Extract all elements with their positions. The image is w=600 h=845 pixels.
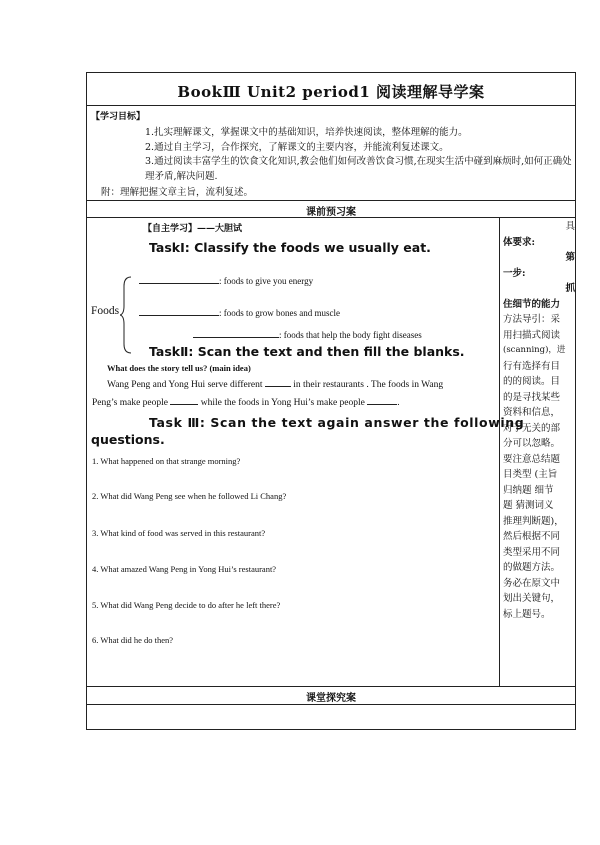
- worksheet-table: [86, 72, 576, 730]
- classify-item: : foods that help the body fight diseases: [279, 330, 422, 340]
- sidebar-line: 要注意总结题: [503, 453, 561, 465]
- answer-blank[interactable]: [193, 328, 279, 338]
- classify-row: [193, 328, 422, 340]
- preview-section-header: 课前预习案: [306, 207, 356, 218]
- sentence-text: while the foods in Yong Hui’s make people: [200, 398, 365, 408]
- self-study-label: 【自主学习】——大胆试: [143, 224, 243, 234]
- sidebar-line: 划出关键句，: [503, 593, 561, 604]
- sidebar-line: 对于无关的部: [503, 422, 561, 434]
- sidebar-line: (scanning)，进: [503, 345, 566, 355]
- sidebar-instructions: [503, 219, 575, 622]
- task3-title-cont: questions.: [91, 432, 165, 447]
- sidebar-line: 具: [565, 221, 575, 232]
- answer-blank[interactable]: [139, 274, 219, 284]
- foods-label: Foods: [91, 305, 120, 317]
- task3-title: Task Ⅲ: Scan the text again answer the following: [149, 415, 525, 430]
- sidebar-line: 推理判断题)，: [503, 515, 564, 527]
- sidebar-line: 一步:: [503, 267, 526, 279]
- classroom-section-header: 课堂探究案: [306, 693, 356, 704]
- sidebar-line: 抓: [565, 283, 575, 294]
- task2-title: TaskⅡ: Scan the text and then fill the blanks.: [149, 344, 465, 359]
- question-item: 1. What happened on that strange morning?: [92, 456, 241, 466]
- objectives-heading: 【学习目标】: [91, 112, 146, 122]
- question-item: 3. What kind of food was served in this restaurant?: [92, 528, 266, 538]
- sidebar-line: 行有选择有目: [503, 360, 561, 372]
- sidebar-line: 的是寻找某些: [503, 391, 561, 403]
- classify-row: [139, 274, 313, 286]
- page-title: BookⅢ Unit2 period1 阅读理解导学案: [177, 83, 485, 101]
- main-idea-question: What does the story tell us? (main idea): [107, 363, 251, 373]
- answer-blank[interactable]: [367, 395, 397, 405]
- sentence-text: Peng’s make people: [92, 398, 168, 408]
- objective-item: 2.通过自主学习，合作探究，了解课文的主要内容，并能流利复述课文。: [145, 142, 449, 153]
- sidebar-line: 类型采用不同: [503, 546, 561, 558]
- objectives-appendix: 附：理解把握文章主旨，流利复述。: [101, 187, 254, 198]
- objective-item: 1.扎实理解课文，掌握课文中的基础知识，培养快速阅读，整体理解的能力。: [145, 127, 468, 138]
- sidebar-line: 归纳题 细节: [503, 484, 554, 496]
- sentence-text: in their restaurants . The foods in Wang: [293, 380, 444, 390]
- classify-item: : foods to grow bones and muscle: [219, 308, 340, 318]
- objective-item: 3.通过阅读丰富学生的饮食文化知识,教会他们如何改善饮食习惯,在现实生活中碰到麻烦时,如何正确处理矛盾,解决问题.: [145, 156, 572, 182]
- question-item: 6. What did he do then?: [92, 635, 174, 645]
- classify-row: [139, 306, 340, 318]
- sentence-text: .: [397, 398, 400, 408]
- sidebar-line: 目类型 (主旨: [503, 469, 558, 480]
- sidebar-line: 的做题方法。: [503, 562, 561, 573]
- fill-blank-paragraph: [92, 395, 482, 412]
- divider: [87, 200, 575, 201]
- divider: [87, 704, 575, 705]
- sidebar-line: 用扫描式阅读: [503, 329, 561, 341]
- divider: [87, 217, 575, 218]
- sidebar-line: 分可以忽略。: [503, 438, 561, 449]
- divider: [87, 105, 575, 106]
- sidebar-line: 住细节的能力: [503, 298, 561, 310]
- answer-blank[interactable]: [170, 395, 198, 405]
- sidebar-line: 体要求:: [503, 236, 536, 248]
- question-item: 2. What did Wang Peng see when he followed Li Chang?: [92, 491, 287, 501]
- sidebar-line: 标上题号。: [503, 608, 551, 620]
- question-item: 4. What amazed Wang Peng in Yong Hui’s restaurant?: [92, 564, 277, 574]
- sidebar-line: 题 猜测词义: [503, 500, 554, 511]
- task1-title: TaskⅠ: Classify the foods we usually eat.: [149, 240, 431, 255]
- divider: [87, 686, 575, 687]
- question-item: 5. What did Wang Peng decide to do after he left there?: [92, 600, 281, 610]
- brace-icon: [120, 276, 132, 354]
- answer-blank[interactable]: [139, 306, 219, 316]
- classify-item: : foods to give you energy: [219, 276, 314, 286]
- sidebar-line: 然后根据不同: [503, 531, 561, 542]
- column-divider: [499, 217, 500, 686]
- sidebar-line: 的的阅读。目: [503, 376, 561, 387]
- fill-blank-paragraph: [107, 377, 497, 394]
- sidebar-line: 第: [565, 252, 575, 263]
- answer-blank[interactable]: [265, 377, 291, 387]
- sidebar-line: 资料和信息，: [503, 407, 561, 418]
- sidebar-line: 务必在原文中: [503, 577, 561, 589]
- sentence-text: Wang Peng and Yong Hui serve different: [107, 380, 263, 390]
- sidebar-line: 方法导引：采: [503, 314, 561, 325]
